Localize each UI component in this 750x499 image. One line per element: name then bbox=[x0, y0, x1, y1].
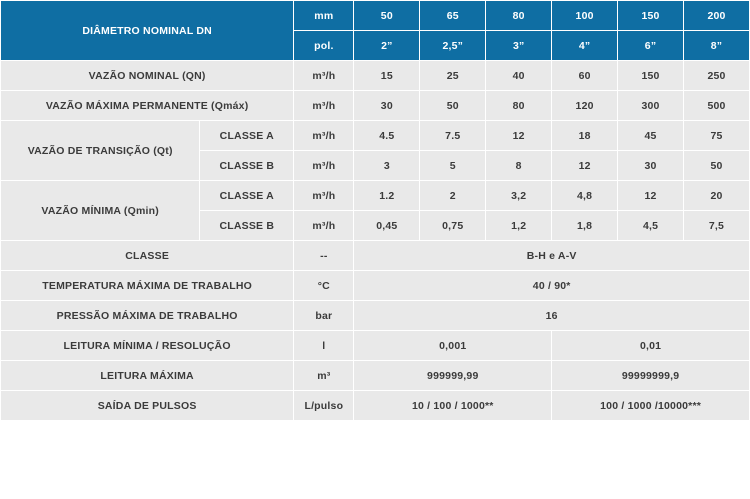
cell-value: 18 bbox=[552, 121, 618, 151]
cell-value: 7,5 bbox=[684, 211, 750, 241]
row-label-vazao-nominal: VAZÃO NOMINAL (QN) bbox=[1, 61, 294, 91]
table-header-row-mm bbox=[1, 1, 750, 31]
table-row bbox=[1, 121, 750, 151]
row-label-leitura-maxima: LEITURA MÁXIMA bbox=[1, 361, 294, 391]
cell-value: 30 bbox=[618, 151, 684, 181]
table-row bbox=[1, 391, 750, 421]
row-label-leitura-minima: LEITURA MÍNIMA / RESOLUÇÃO bbox=[1, 331, 294, 361]
cell-value: 80 bbox=[486, 91, 552, 121]
row-unit-vazao-transicao-b: m³/h bbox=[294, 151, 354, 181]
table-row bbox=[1, 61, 750, 91]
cell-value-split-right: 0,01 bbox=[552, 331, 750, 361]
cell-value: 4,5 bbox=[618, 211, 684, 241]
header-dn-pol-6: 6” bbox=[618, 31, 684, 61]
table-row bbox=[1, 301, 750, 331]
cell-value: 150 bbox=[618, 61, 684, 91]
cell-value: 30 bbox=[354, 91, 420, 121]
header-dn-pol-2-5: 2,5” bbox=[420, 31, 486, 61]
row-unit-leitura-minima: l bbox=[294, 331, 354, 361]
cell-value: 12 bbox=[552, 151, 618, 181]
row-label-vazao-maxima-permanente: VAZÃO MÁXIMA PERMANENTE (Qmáx) bbox=[1, 91, 294, 121]
cell-value-split-left: 0,001 bbox=[354, 331, 552, 361]
header-dn-mm-100: 100 bbox=[552, 1, 618, 31]
cell-value: 0,75 bbox=[420, 211, 486, 241]
row-label-vazao-transicao: VAZÃO DE TRANSIÇÃO (Qt) bbox=[1, 121, 200, 181]
row-unit-classe: -- bbox=[294, 241, 354, 271]
cell-value-merged: B-H e A-V bbox=[354, 241, 750, 271]
cell-value-split-left: 10 / 100 / 1000** bbox=[354, 391, 552, 421]
row-label-pressao-maxima: PRESSÃO MÁXIMA DE TRABALHO bbox=[1, 301, 294, 331]
cell-value: 12 bbox=[486, 121, 552, 151]
row-unit-temperatura-maxima: °C bbox=[294, 271, 354, 301]
row-label-temperatura-maxima: TEMPERATURA MÁXIMA DE TRABALHO bbox=[1, 271, 294, 301]
header-dn-mm-50: 50 bbox=[354, 1, 420, 31]
header-dn-pol-4: 4” bbox=[552, 31, 618, 61]
header-dn-mm-150: 150 bbox=[618, 1, 684, 31]
header-dn-mm-80: 80 bbox=[486, 1, 552, 31]
table-title: DIÂMETRO NOMINAL DN bbox=[1, 1, 294, 61]
cell-value: 1.2 bbox=[354, 181, 420, 211]
cell-value: 45 bbox=[618, 121, 684, 151]
row-unit-vazao-nominal: m³/h bbox=[294, 61, 354, 91]
cell-value-split-right: 99999999,9 bbox=[552, 361, 750, 391]
row-unit-saida-de-pulsos: L/pulso bbox=[294, 391, 354, 421]
cell-value: 4.5 bbox=[354, 121, 420, 151]
cell-value-merged: 16 bbox=[354, 301, 750, 331]
cell-value: 1,8 bbox=[552, 211, 618, 241]
row-unit-vazao-transicao-a: m³/h bbox=[294, 121, 354, 151]
header-unit-pol: pol. bbox=[294, 31, 354, 61]
header-dn-mm-65: 65 bbox=[420, 1, 486, 31]
cell-value: 1,2 bbox=[486, 211, 552, 241]
cell-value: 8 bbox=[486, 151, 552, 181]
row-label-saida-de-pulsos: SAÍDA DE PULSOS bbox=[1, 391, 294, 421]
cell-value: 25 bbox=[420, 61, 486, 91]
table-row bbox=[1, 181, 750, 211]
row-unit-pressao-maxima: bar bbox=[294, 301, 354, 331]
row-unit-leitura-maxima: m³ bbox=[294, 361, 354, 391]
row-label-vazao-minima: VAZÃO MÍNIMA (Qmin) bbox=[1, 181, 200, 241]
cell-value: 60 bbox=[552, 61, 618, 91]
header-dn-pol-2: 2” bbox=[354, 31, 420, 61]
header-dn-mm-200: 200 bbox=[684, 1, 750, 31]
cell-value: 50 bbox=[420, 91, 486, 121]
row-sublabel-classe-a: CLASSE A bbox=[200, 121, 294, 151]
cell-value: 0,45 bbox=[354, 211, 420, 241]
cell-value: 75 bbox=[684, 121, 750, 151]
cell-value: 7.5 bbox=[420, 121, 486, 151]
row-unit-vazao-minima-b: m³/h bbox=[294, 211, 354, 241]
cell-value-merged: 40 / 90* bbox=[354, 271, 750, 301]
table-row bbox=[1, 271, 750, 301]
row-sublabel-classe-b: CLASSE B bbox=[200, 211, 294, 241]
row-sublabel-classe-a: CLASSE A bbox=[200, 181, 294, 211]
header-dn-pol-8: 8” bbox=[684, 31, 750, 61]
cell-value: 500 bbox=[684, 91, 750, 121]
row-label-classe: CLASSE bbox=[1, 241, 294, 271]
cell-value: 4,8 bbox=[552, 181, 618, 211]
row-unit-vazao-maxima-permanente: m³/h bbox=[294, 91, 354, 121]
cell-value-split-right: 100 / 1000 /10000*** bbox=[552, 391, 750, 421]
cell-value: 120 bbox=[552, 91, 618, 121]
row-unit-vazao-minima-a: m³/h bbox=[294, 181, 354, 211]
table-row bbox=[1, 361, 750, 391]
header-dn-pol-3: 3” bbox=[486, 31, 552, 61]
cell-value: 15 bbox=[354, 61, 420, 91]
cell-value: 50 bbox=[684, 151, 750, 181]
cell-value: 5 bbox=[420, 151, 486, 181]
cell-value: 300 bbox=[618, 91, 684, 121]
cell-value: 2 bbox=[420, 181, 486, 211]
row-sublabel-classe-b: CLASSE B bbox=[200, 151, 294, 181]
cell-value: 3 bbox=[354, 151, 420, 181]
table-row bbox=[1, 331, 750, 361]
header-unit-mm: mm bbox=[294, 1, 354, 31]
table-row bbox=[1, 241, 750, 271]
cell-value-split-left: 999999,99 bbox=[354, 361, 552, 391]
cell-value: 250 bbox=[684, 61, 750, 91]
cell-value: 40 bbox=[486, 61, 552, 91]
cell-value: 20 bbox=[684, 181, 750, 211]
cell-value: 3,2 bbox=[486, 181, 552, 211]
cell-value: 12 bbox=[618, 181, 684, 211]
table-row bbox=[1, 91, 750, 121]
